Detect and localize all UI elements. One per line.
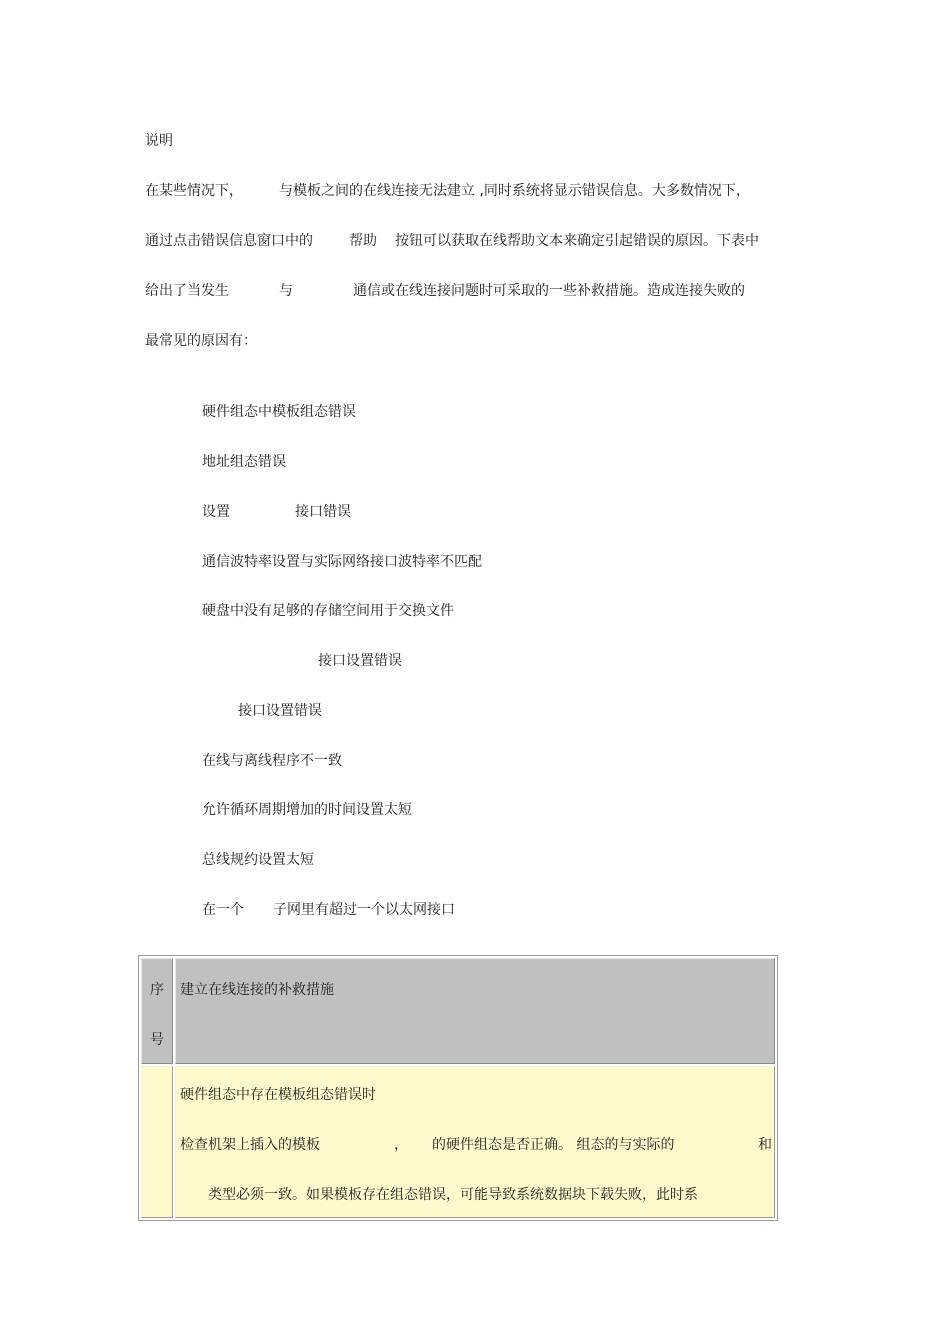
intro-line-2c: 按钮可以获取在线帮助文本来确定引起错误的原因。下表中	[395, 233, 759, 249]
cause-item: 硬件组态中模板组态错误	[202, 404, 356, 420]
row-title: 硬件组态中存在模板组态错误时	[180, 1087, 376, 1103]
cause-item: 硬盘中没有足够的存储空间用于交换文件	[202, 603, 454, 619]
row-line-2c: 的硬件组态是否正确。 组态的与实际的	[432, 1137, 675, 1153]
header-num-char-2: 号	[150, 1032, 164, 1048]
cause-item: 总线规约设置太短	[202, 852, 314, 868]
table-header-row	[141, 958, 775, 1064]
section-heading: 说明	[145, 133, 173, 149]
cause-item: 接口错误	[295, 504, 351, 520]
row-num-cell	[141, 1066, 173, 1218]
cause-item: 在一个	[202, 902, 244, 918]
cause-item: 子网里有超过一个以太网接口	[273, 902, 455, 918]
row-line-2a: 检查机架上插入的模板	[180, 1137, 320, 1153]
cause-item: 地址组态错误	[202, 454, 286, 470]
intro-line-1b: 与模板之间的在线连接无法建立 ,同时系统将显示错误信息。大多数情况下，	[279, 183, 750, 199]
cause-item: 设置	[202, 504, 230, 520]
intro-line-3b: 与	[279, 283, 293, 299]
header-num-char-1: 序	[150, 982, 164, 998]
header-num-cell	[141, 958, 173, 1064]
row-line-2b: ，	[394, 1137, 408, 1153]
cause-item: 在线与离线程序不一致	[202, 753, 342, 769]
intro-line-1a: 在某些情况下，	[145, 183, 243, 199]
remedy-table	[138, 955, 778, 1221]
intro-line-4: 最常见的原因有：	[145, 333, 257, 349]
table-row	[141, 1066, 775, 1218]
row-line-3: 类型必须一致。如果模板存在组态错误，可能导致系统数据块下载失败，此时系	[208, 1187, 698, 1203]
header-title: 建立在线连接的补救措施	[180, 982, 334, 998]
intro-line-3a: 给出了当发生	[145, 283, 229, 299]
intro-line-2b: 帮助	[349, 233, 377, 249]
cause-item: 通信波特率设置与实际网络接口波特率不匹配	[202, 554, 482, 570]
cause-item: 允许循环周期增加的时间设置太短	[202, 802, 412, 818]
cause-item: 接口设置错误	[318, 653, 402, 669]
intro-line-3c: 通信或在线连接问题时可采取的一些补救措施。造成连接失败的	[353, 283, 745, 299]
row-content-cell	[175, 1066, 775, 1218]
intro-line-2a: 通过点击错误信息窗口中的	[145, 233, 313, 249]
header-title-cell	[175, 958, 775, 1064]
row-line-2d: 和	[758, 1137, 772, 1153]
cause-item: 接口设置错误	[238, 703, 322, 719]
